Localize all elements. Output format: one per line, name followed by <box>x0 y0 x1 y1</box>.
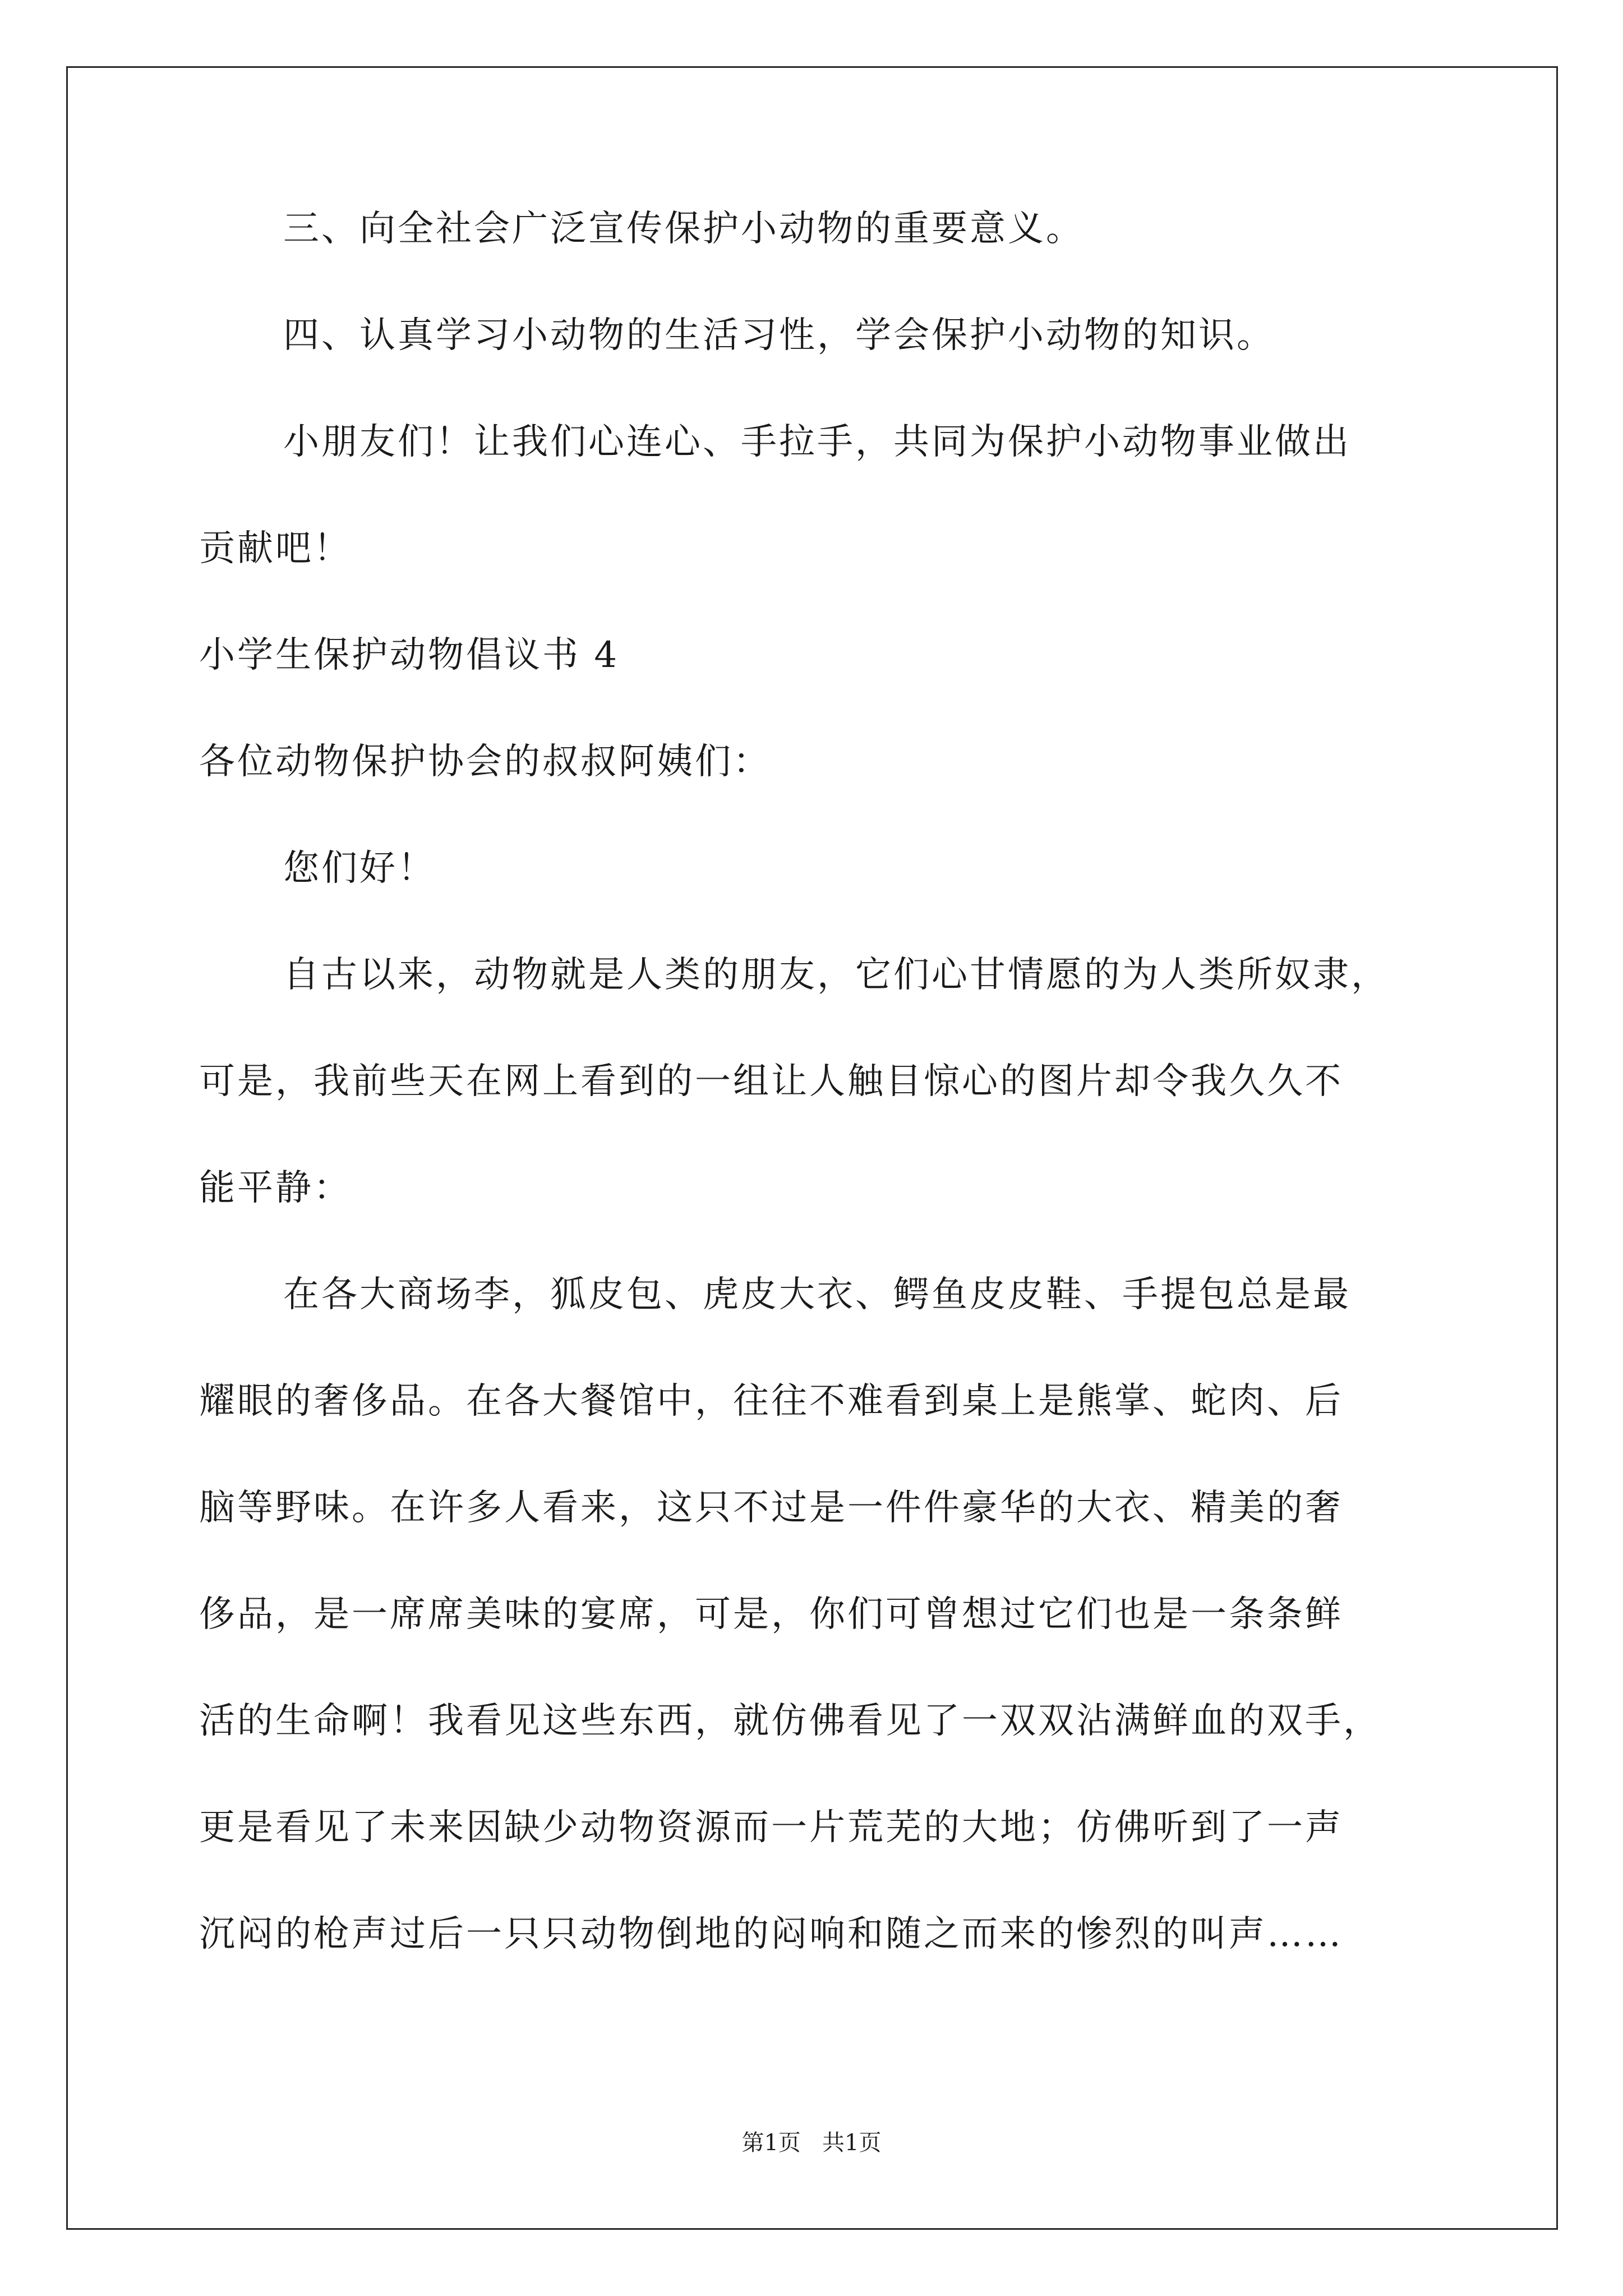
paragraph-line: 四、认真学习小动物的生活习性，学会保护小动物的知识。 <box>283 315 1275 356</box>
paragraph-line: 更是看见了未来因缺少动物资源而一片荒芜的大地；仿佛听到了一声 <box>199 1807 1343 1848</box>
paragraph-line: 耀眼的奢侈品。在各大餐馆中，往往不难看到桌上是熊掌、蛇肉、后 <box>199 1381 1343 1422</box>
page-border <box>66 66 1558 2230</box>
paragraph-line: 小朋友们！让我们心连心、手拉手，共同为保护小动物事业做出 <box>283 421 1351 463</box>
paragraph-line: 沉闷的枪声过后一只只动物倒地的闷响和随之而来的惨烈的叫声…… <box>199 1913 1343 1955</box>
section-title: 小学生保护动物倡议书 4 <box>199 634 620 676</box>
paragraph-line: 在各大商场李，狐皮包、虎皮大衣、鳄鱼皮皮鞋、手提包总是最 <box>283 1274 1351 1315</box>
greeting: 您们好！ <box>283 848 436 889</box>
page-number: 第1页 共1页 <box>741 2130 882 2156</box>
paragraph-line: 脑等野味。在许多人看来，这只不过是一件件豪华的大衣、精美的奢 <box>199 1487 1343 1529</box>
paragraph-line: 三、向全社会广泛宣传保护小动物的重要意义。 <box>283 208 1084 250</box>
salutation: 各位动物保护协会的叔叔阿姨们： <box>199 741 771 783</box>
paragraph-line: 可是，我前些天在网上看到的一组让人触目惊心的图片却令我久久不 <box>199 1061 1343 1102</box>
paragraph-line: 活的生命啊！我看见这些东西，就仿佛看见了一双双沾满鲜血的双手， <box>199 1700 1381 1742</box>
paragraph-line: 自古以来，动物就是人类的朋友，它们心甘情愿的为人类所奴隶， <box>283 954 1389 996</box>
paragraph-line: 能平静： <box>199 1167 352 1209</box>
paragraph-line: 贡献吧！ <box>199 528 352 569</box>
paragraph-line: 侈品，是一席席美味的宴席，可是，你们可曾想过它们也是一条条鲜 <box>199 1594 1343 1635</box>
